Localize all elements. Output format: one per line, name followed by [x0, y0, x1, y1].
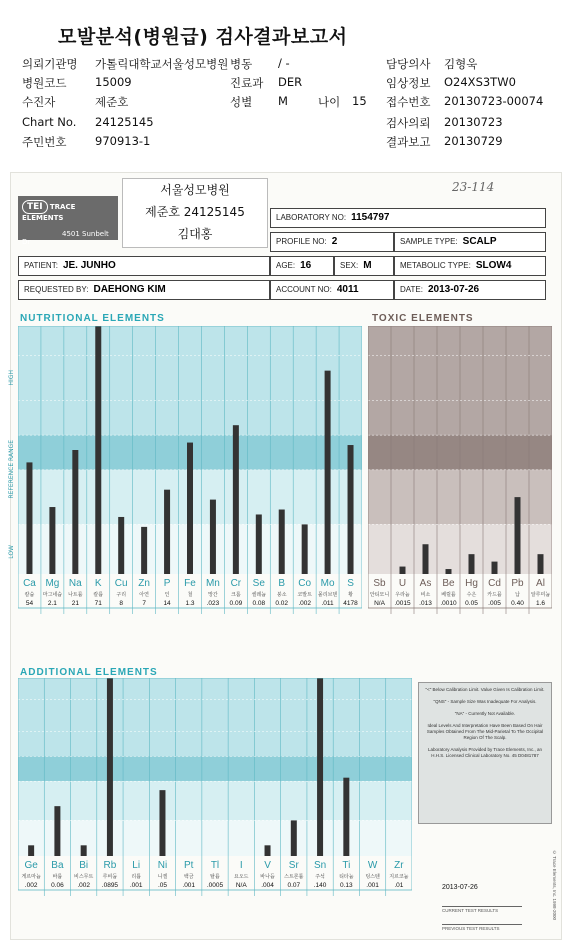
element-korean-As: 비소 [420, 592, 431, 598]
element-symbol-Cr: Cr [230, 578, 242, 589]
element-korean-S: 황 [348, 592, 353, 598]
element-korean-Zn: 아연 [139, 592, 149, 598]
right-row-label: 결과보고 [386, 135, 431, 149]
stamp-hospital: 서울성모병원 [160, 183, 230, 197]
element-value-W: .001 [366, 882, 379, 889]
element-symbol-Cu: Cu [114, 578, 128, 589]
bottom-date: 2013-07-26 [442, 884, 478, 891]
legend-line: "<" Below Calibration Limit. Value Given Is Calibration Limit. [425, 687, 545, 692]
element-value-Sn: .140 [313, 882, 327, 889]
sex-box [334, 256, 394, 276]
requested-box [18, 280, 270, 300]
additional-chart [18, 678, 412, 898]
right-row-label: 담당의사 [386, 57, 431, 71]
element-korean-Pb: 납 [515, 592, 520, 598]
bar-Zn [141, 527, 147, 574]
element-symbol-Sn: Sn [313, 860, 327, 871]
current-results-label: CURRENT TEST RESULTS [442, 906, 522, 913]
element-korean-Tl: 탈륨 [210, 874, 220, 880]
element-symbol-Mo: Mo [320, 578, 335, 589]
left-row-label: Chart No. [22, 115, 77, 129]
element-korean-Cr: 크롬 [231, 592, 241, 598]
additional-title: ADDITIONAL ELEMENTS [20, 667, 158, 678]
patient-label: PATIENT: [24, 261, 58, 270]
element-symbol-Ti: Ti [342, 860, 351, 871]
left-row-value: 24125145 [95, 115, 154, 129]
right-row-value: O24XS3TW0 [444, 75, 516, 89]
bar-As [423, 544, 429, 574]
element-value-Mn: .023 [206, 600, 220, 607]
age-value: 15 [352, 94, 367, 108]
element-value-Cd: .005 [488, 600, 501, 607]
account-value: 4011 [336, 284, 359, 295]
copyright: © Trace Elements, Inc. 1998-2000 [552, 850, 557, 921]
date-value: 2013-07-26 [427, 284, 480, 295]
bar-Mn [210, 500, 216, 574]
element-symbol-Sr: Sr [288, 860, 299, 871]
bar-Ca [26, 462, 32, 574]
element-value-U: .0015 [394, 600, 411, 607]
right-row-value: 20130729 [444, 134, 503, 148]
patient-value: JE. JUNHO [62, 260, 116, 271]
left-row-label: 주민번호 [22, 135, 67, 149]
element-value-V: .004 [261, 882, 274, 889]
high-label: HIGH [8, 370, 15, 386]
element-symbol-Na: Na [68, 578, 82, 589]
element-korean-Sn: 주석 [315, 874, 325, 880]
left-row-label: 병원코드 [22, 76, 67, 90]
logo-address: 4501 Sunbelt Dr [22, 230, 109, 246]
stamp-doctor: 김대홍 [177, 227, 213, 241]
age-value: 16 [300, 260, 312, 271]
sex-label: SEX: [340, 261, 359, 270]
date-box [394, 280, 546, 300]
element-symbol-Co: Co [298, 578, 312, 589]
bar-Ba [54, 806, 60, 856]
element-value-Fe: 1.3 [185, 600, 195, 607]
bar-Sn [317, 678, 323, 856]
element-korean-Mo: 몰리브덴 [317, 592, 338, 598]
mid-row-label: 성별 [230, 95, 253, 109]
element-value-Ba: 0.06 [51, 882, 64, 889]
element-korean-Ba: 바륨 [52, 874, 63, 880]
element-value-Zr: .01 [394, 882, 404, 889]
element-symbol-Se: Se [252, 578, 265, 589]
bar-Ge [28, 845, 34, 856]
element-korean-I: 요오드 [234, 874, 249, 880]
element-value-Pb: 0.40 [511, 600, 524, 607]
right-row-value: 20130723-00074 [444, 94, 544, 108]
element-korean-Mg: 마그네슘 [42, 592, 63, 598]
element-korean-Co: 코발트 [297, 592, 312, 598]
element-value-Na: 21 [71, 600, 79, 607]
element-symbol-Zr: Zr [394, 860, 404, 871]
element-korean-Al: 알루미늄 [530, 592, 551, 598]
element-value-B: 0.02 [275, 600, 289, 607]
nutritional-chart [18, 326, 362, 622]
element-value-S: 4178 [343, 600, 358, 607]
element-korean-K: 칼륨 [93, 592, 104, 598]
toxic-title: TOXIC ELEMENTS [372, 313, 474, 324]
element-value-Pt: .001 [182, 882, 196, 889]
right-row-value: 김형욱 [444, 57, 478, 71]
element-korean-V: 바나듐 [260, 874, 275, 880]
bar-Rb [107, 678, 113, 856]
left-row-value: 가톨릭대학교서울성모병원 [95, 57, 229, 71]
element-value-Li: .001 [129, 882, 143, 889]
high-band [18, 678, 412, 756]
element-value-Bi: .002 [77, 882, 90, 889]
sample-box [394, 232, 546, 252]
bar-Se [256, 514, 262, 574]
bar-Sr [291, 820, 297, 856]
bar-B [279, 510, 285, 574]
element-symbol-K: K [94, 578, 102, 589]
mid-row-value: DER [278, 75, 303, 89]
element-symbol-Cd: Cd [488, 578, 501, 589]
element-korean-Na: 나트륨 [68, 592, 83, 598]
element-korean-Zr: 지르코늄 [389, 874, 409, 880]
left-row-value: 970913-1 [95, 134, 151, 148]
lab-no-label: LABORATORY NO: [276, 213, 347, 222]
nutritional-title: NUTRITIONAL ELEMENTS [20, 313, 165, 324]
age-label: 나이 [318, 95, 341, 109]
bar-Ni [159, 790, 165, 856]
bar-Cd [492, 562, 498, 574]
element-korean-Ge: 게르마늄 [21, 874, 41, 880]
element-symbol-Mn: Mn [205, 578, 220, 589]
element-korean-Sb: 안티모니 [369, 592, 390, 598]
element-korean-B: 붕소 [276, 592, 287, 598]
bar-Mg [49, 507, 55, 574]
element-symbol-I: I [239, 860, 243, 871]
legend-box [418, 682, 552, 824]
date-label: DATE: [400, 285, 423, 294]
element-symbol-Al: Al [536, 578, 545, 589]
legend-line: Laboratory Analysis Provided by Trace Elements, Inc., an H.H.S. Licensed Clinical Laboratory No. 45 D0481787 [427, 747, 543, 758]
element-value-Sb: N/A [374, 600, 385, 607]
logo-name: TRACE ELEMENTS [22, 203, 76, 222]
bar-Bi [81, 845, 87, 856]
element-korean-Rb: 루비듐 [102, 874, 118, 880]
legend-line: Ideal Levels And Interpretation Have Been Based On Hair Samples Obtained From The Mid-Parietal To The Occipital Region Of The Scalp. [426, 723, 544, 740]
element-value-Mg: 2.1 [47, 600, 57, 607]
element-symbol-Rb: Rb [103, 860, 117, 871]
element-value-Hg: 0.05 [465, 600, 478, 607]
bar-K [95, 326, 101, 574]
reference-band-upper [18, 756, 412, 781]
right-row-label: 임상정보 [386, 76, 431, 90]
profile-box [270, 232, 394, 252]
element-value-Cu: 8 [119, 600, 124, 607]
element-korean-Li: 리튬 [131, 874, 142, 880]
right-row-value: 20130723 [444, 115, 503, 129]
bar-Cr [233, 425, 239, 574]
bar-Be [446, 569, 452, 574]
element-value-Rb: .0895 [101, 882, 119, 889]
element-value-Ca: 54 [25, 600, 34, 607]
element-korean-Cu: 구리 [116, 592, 127, 598]
stamp-patient: 제준호 24125145 [145, 205, 245, 219]
element-value-I: N/A [235, 882, 247, 889]
bar-Fe [187, 443, 193, 574]
element-symbol-Pt: Pt [184, 860, 194, 871]
hospital-stamp [122, 178, 268, 248]
left-row-label: 의뢰기관명 [22, 57, 78, 71]
profile-value: 2 [331, 236, 338, 247]
element-value-P: 14 [163, 600, 171, 607]
element-symbol-U: U [398, 578, 407, 589]
element-value-Ge: .002 [24, 882, 38, 889]
bar-Cu [118, 517, 124, 574]
toxic-chart [368, 326, 552, 622]
element-korean-Be: 베릴륨 [441, 592, 456, 598]
age-label: AGE: [276, 261, 296, 270]
element-value-Se: 0.08 [252, 600, 266, 607]
element-symbol-Ca: Ca [23, 578, 36, 589]
bar-Hg [469, 554, 475, 574]
element-korean-Se: 셀레늄 [251, 592, 267, 598]
mid-row-value: / - [278, 56, 290, 70]
metabolic-box [394, 256, 546, 276]
element-symbol-As: As [419, 578, 432, 589]
element-korean-Ca: 칼슘 [24, 592, 35, 598]
right-row-label: 검사의뢰 [386, 116, 431, 130]
bar-Mo [325, 371, 331, 574]
element-value-Zn: 7 [142, 600, 146, 607]
trace-elements-logo [18, 196, 118, 246]
element-value-K: 71 [94, 600, 102, 607]
bar-Pb [515, 497, 521, 574]
element-korean-Mn: 망간 [208, 592, 218, 598]
element-symbol-Fe: Fe [184, 578, 196, 589]
element-symbol-Mg: Mg [45, 578, 60, 589]
handwritten-note: 23-114 [452, 180, 495, 194]
bar-Na [72, 450, 78, 574]
low-label: LOW [8, 545, 15, 559]
element-symbol-V: V [264, 860, 271, 871]
account-label: ACCOUNT NO: [276, 285, 332, 294]
bar-Al [538, 554, 544, 574]
element-symbol-Zn: Zn [138, 578, 150, 589]
element-symbol-B: B [278, 578, 286, 589]
mid-row-label: 진료과 [230, 76, 264, 90]
element-symbol-Bi: Bi [79, 860, 89, 871]
age-box [270, 256, 334, 276]
high-band [18, 326, 362, 435]
left-row-value: 15009 [95, 75, 132, 89]
element-symbol-Ge: Ge [24, 860, 38, 871]
element-korean-W: 텅스텐 [365, 874, 380, 880]
element-value-Tl: .0005 [206, 882, 224, 889]
bar-P [164, 490, 170, 574]
element-symbol-Li: Li [132, 860, 141, 871]
sex-value: M [363, 260, 372, 271]
legend-line: "NA" - Currently Not Available. [454, 711, 516, 716]
patient-box [18, 256, 270, 276]
element-korean-U: 우라늄 [395, 592, 410, 598]
element-value-Be: .0010 [440, 600, 457, 607]
element-korean-Ni: 니켈 [157, 874, 168, 880]
sample-value: SCALP [462, 236, 497, 247]
element-korean-P: 인 [164, 592, 170, 598]
element-symbol-Sb: Sb [373, 578, 386, 589]
left-row-value: 제준호 [95, 95, 129, 109]
element-value-Ti: 0.13 [340, 882, 353, 889]
element-symbol-Be: Be [442, 578, 455, 589]
element-value-Mo: .011 [321, 600, 334, 607]
bar-V [265, 845, 271, 856]
mid-row-label: 병동 [230, 57, 253, 71]
bar-Ti [343, 778, 349, 856]
element-symbol-S: S [347, 578, 354, 589]
requested-label: REQUESTED BY: [24, 285, 89, 294]
metabolic-label: METABOLIC TYPE: [400, 261, 471, 270]
reference-range-label: REFERENCE RANGE [8, 440, 15, 499]
previous-results-label: PREVIOUS TEST RESULTS [442, 924, 522, 931]
element-korean-Sr: 스트론튬 [284, 874, 304, 880]
bar-Co [302, 524, 308, 574]
element-value-As: .013 [419, 600, 432, 607]
bar-U [400, 567, 406, 574]
account-box [270, 280, 394, 300]
element-korean-Pt: 백금 [183, 874, 194, 880]
lab-no-value: 1154797 [351, 212, 390, 223]
report-title: 모발분석(병원급) 검사결과보고서 [58, 26, 348, 48]
element-symbol-P: P [163, 578, 171, 589]
element-korean-Hg: 수은 [466, 592, 477, 598]
element-value-Cr: 0.09 [229, 600, 243, 607]
element-korean-Cd: 카드뮴 [487, 592, 502, 598]
element-symbol-W: W [367, 860, 378, 871]
element-korean-Ti: 티타늄 [339, 874, 354, 880]
profile-label: PROFILE NO: [276, 237, 327, 246]
element-symbol-Ni: Ni [157, 860, 168, 871]
element-korean-Bi: 비스무트 [74, 874, 94, 880]
left-row-label: 수진자 [22, 95, 56, 109]
bar-S [348, 445, 354, 574]
reference-band-lower [18, 781, 412, 820]
sample-label: SAMPLE TYPE: [400, 237, 458, 246]
lab-no-box [270, 208, 546, 228]
right-row-label: 접수번호 [386, 95, 431, 109]
element-value-Ni: .05 [157, 882, 167, 889]
requested-value: DAEHONG KIM [93, 284, 166, 295]
mid-row-value: M [278, 94, 288, 108]
element-symbol-Ba: Ba [51, 860, 64, 871]
element-value-Sr: 0.07 [287, 882, 301, 889]
legend-line: "QNS" - Sample Size Was Inadequate For Analysis. [433, 699, 537, 704]
element-value-Al: 1.6 [535, 600, 546, 607]
low-band [18, 820, 412, 856]
logo-brand: TEI [22, 200, 48, 214]
element-symbol-Hg: Hg [465, 578, 478, 589]
element-korean-Fe: 철 [187, 592, 193, 598]
metabolic-value: SLOW4 [475, 260, 512, 271]
element-symbol-Pb: Pb [511, 578, 524, 589]
element-symbol-Tl: Tl [210, 860, 220, 871]
element-value-Co: .002 [298, 600, 311, 607]
